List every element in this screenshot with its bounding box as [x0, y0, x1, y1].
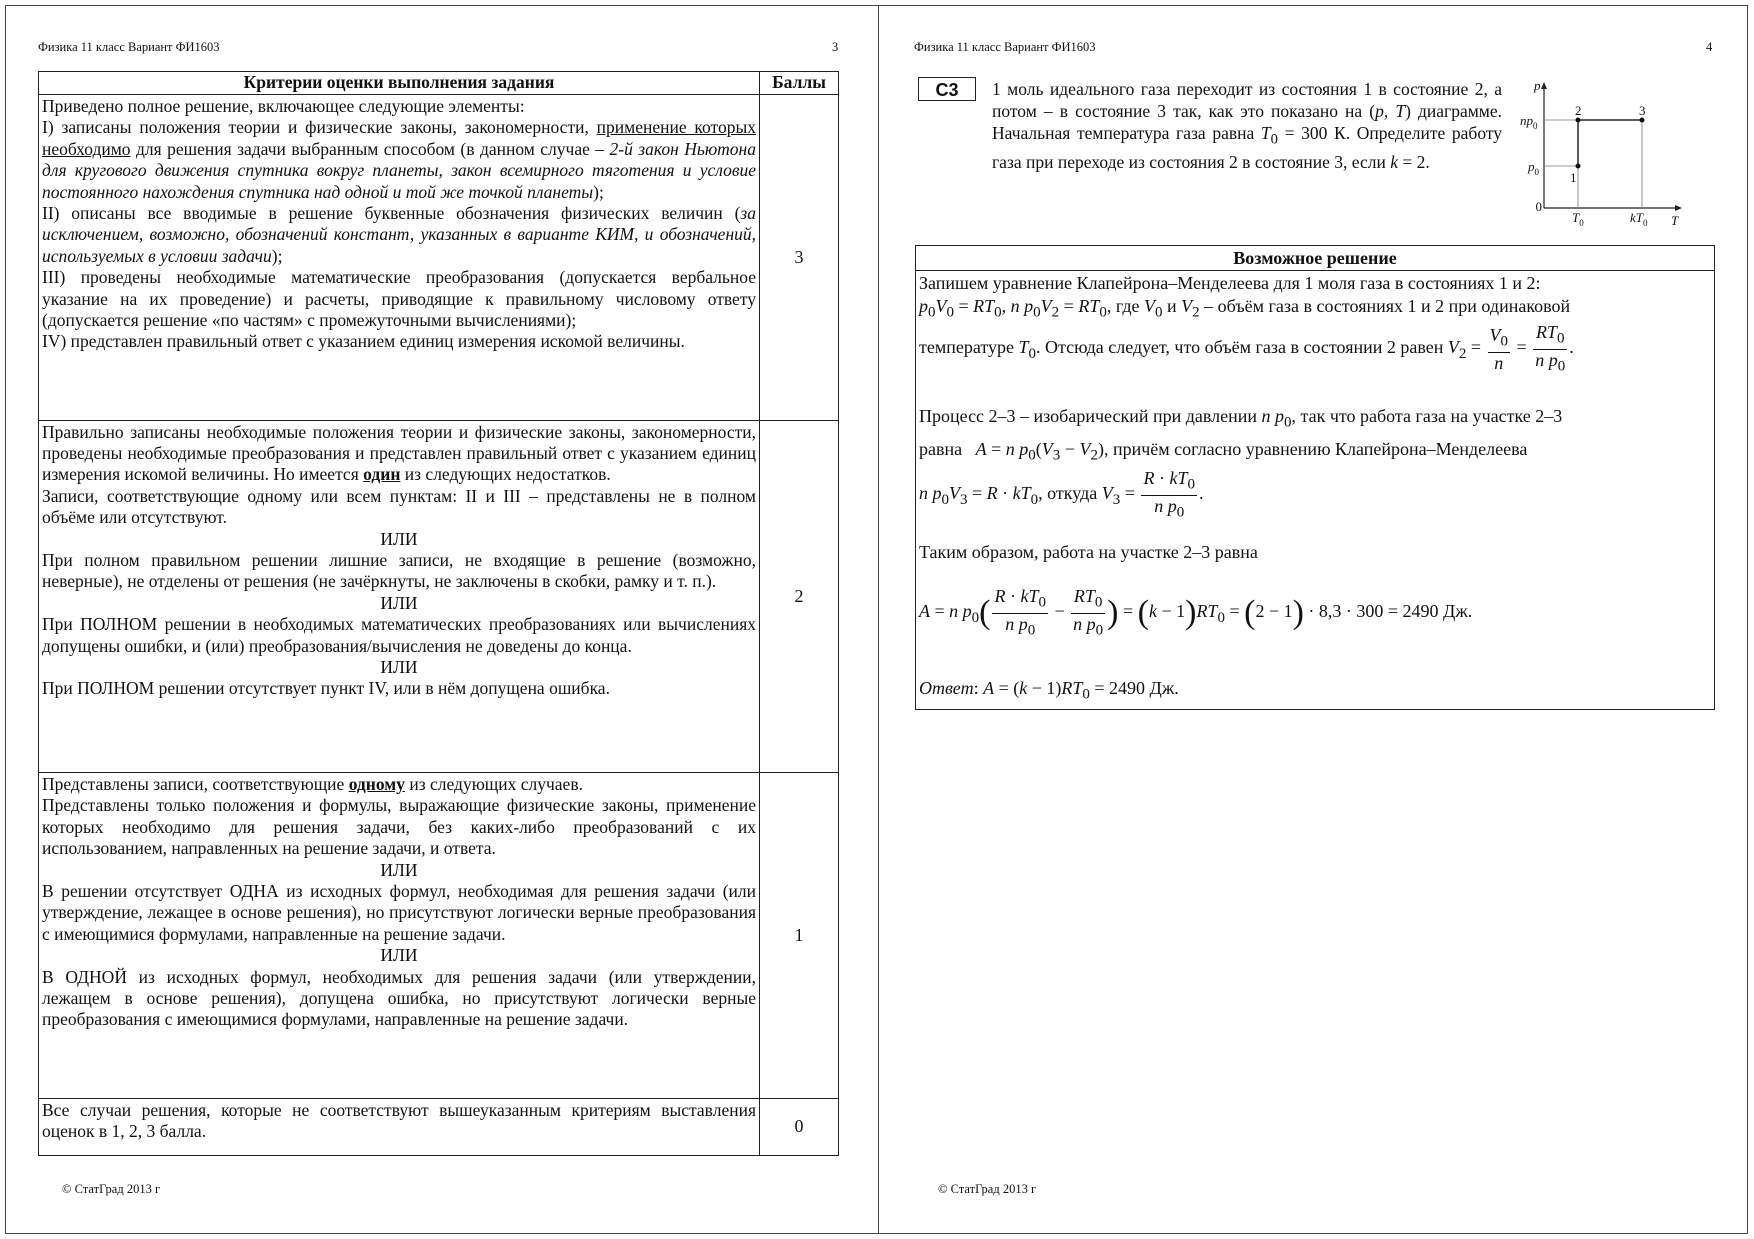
point-3-label: 3 [1639, 103, 1646, 118]
criteria-text: Приведено полное решение, включающее следующие элементы: [42, 96, 525, 116]
t-axis-arrow-icon [1675, 205, 1682, 211]
origin-label: 0 [1535, 199, 1542, 214]
score-cell: 1 [760, 773, 839, 1099]
table-row [39, 95, 839, 421]
solution-box [915, 245, 1715, 710]
task-id-box: C3 [918, 77, 976, 101]
criteria-text: В решении отсутствует ОДНА из исходных формул, необходимая для решения задачи (или утверждение, лежащее в основе решения), но присутствуют логически верные преобразования с имеющимися формулами, направленные на решение задачи. [42, 881, 756, 944]
or-separator: ИЛИ [380, 657, 418, 678]
criteria-text: Представлены только положения и формулы, выражающие физические законы, применение которых необходимо для решения задачи, без каких-либо преобразований с их использованием, направленных на решение задачи, и ответа. [42, 795, 756, 859]
points-column-header: Баллы [760, 72, 839, 95]
score-cell: 0 [760, 1098, 839, 1155]
left-page-number: 3 [832, 40, 839, 54]
criteria-text: При полном правильном решении лишние записи, не входящие в решение (возможно, неверные), не отделены от решения (не зачёркнуты, не заключены в скобки, рамку и т. п.). [42, 550, 756, 592]
solution-line-6: n $p_0V_3 = R \cdot kT_0$, откуда $V_3$ = $\frac{R \cdot kT_0}{n p_0}$ . [919, 468, 1204, 521]
criteria-text: Записи, соответствующие одному или всем пунктам: II и III – представлены не в полном объёме или отсутствуют. [42, 485, 756, 528]
table-header-row [39, 72, 839, 95]
left-page-footer: © СтатГрад 2013 г [62, 1182, 161, 1196]
right-page-footer: © СтатГрад 2013 г [938, 1182, 1037, 1196]
right-page-header: Физика 11 класс Вариант ФИ1603 [914, 40, 1096, 54]
criteria-text: При ПОЛНОМ решении в необходимых математических преобразованиях или вычислениях допущены ошибки, и (или) преобразования/вычисления не доведены до конца. [42, 614, 756, 656]
solution-line-1: Запишем уравнение Клапейрона–Менделеева для 1 моля газа в состояниях 1 и 2: [919, 273, 1541, 293]
criteria-text: В ОДНОЙ из исходных формул, необходимых для решения задачи (или утверждении, лежащем в основе решения), допущена ошибка, но присутствуют логически верные преобразования с имеющимися формулами, направленные на решение задачи. [42, 966, 756, 1030]
work-formula: A = n $p_0$( $\frac{R \cdot kT_0}{n p_0}$ − $\frac{RT_0}{n p_0}$ ) = $(k - 1)RT_0 = (2 - 1) \cdot 8,3 \cdot 300 = 2490$ Дж. [919, 586, 1473, 639]
score-cell: 3 [760, 95, 839, 421]
score-cell: 2 [760, 420, 839, 772]
criteria-text: IV) представлен правильный ответ с указанием единиц измерения искомой величины. [42, 331, 685, 352]
p-axis-arrow-icon [1541, 82, 1547, 89]
criteria-cell [39, 420, 760, 772]
answer-line: Ответ: $A = (k - 1)RT_0 = 2490$ Дж. [919, 678, 1179, 703]
p0-label: $p_0$ [1528, 159, 1539, 177]
point-1 [1576, 164, 1581, 169]
table-row [39, 420, 839, 772]
solution-line-7: Таким образом, работа на участке 2–3 равна [919, 542, 1258, 562]
criteria-text: При ПОЛНОМ решении отсутствует пункт IV, или в нём допущена ошибка. [42, 678, 610, 699]
point-2-label: 2 [1575, 103, 1582, 118]
criteria-text: III) проведены необходимые математические преобразования (допускается вербальное указание на их проведение) и расчеты, приводящие к правильному числовому ответу (допускается решение «по частям» с промежуточными вычислениями); [42, 267, 756, 331]
criteria-text: Все случаи решения, которые не соответствуют вышеуказанным критериям выставления оценок в 1, 2, 3 балла. [42, 1099, 756, 1141]
left-page-header: Физика 11 класс Вариант ФИ1603 [38, 40, 220, 54]
criteria-column-header: Критерии оценки выполнения задания [39, 72, 760, 95]
criteria-cell [39, 773, 760, 1099]
t-axis-label: T [1671, 213, 1679, 228]
or-separator: ИЛИ [380, 592, 418, 613]
t0-label: $T_0$ [1572, 210, 1584, 228]
criteria-text: Представлены записи, соответствующие одному из следующих случаев. [42, 774, 583, 794]
or-separator: ИЛИ [380, 859, 418, 880]
kt0-label: $kT_0$ [1630, 210, 1648, 228]
point-3 [1640, 118, 1645, 123]
point-2 [1576, 118, 1581, 123]
criteria-text: Правильно записаны необходимые положения теории и физические законы, закономерности, проведены необходимые преобразования и представлен правильный ответ с указанием единиц измерения искомой величины. Но имеется один из следующих недостатков. [42, 421, 756, 485]
table-row [39, 1098, 839, 1155]
point-1-label: 1 [1570, 170, 1577, 185]
np0-label: $np_0$ [1520, 113, 1538, 131]
p-axis-label: p [1534, 78, 1541, 93]
criteria-cell [39, 1098, 760, 1155]
solution-title: Возможное решение [916, 246, 1714, 271]
task-statement: 1 моль идеального газа переходит из состояния 1 в состояние 2, а потом – в состояние 3 так, как это показано на (p, T) диаграмме. Начальная температура газа равна $T_0 = 300$ К. Определите работу газа при переходе из состояния 2 в состояние 3, если k = 2. [992, 79, 1503, 172]
right-page-number: 4 [1706, 40, 1713, 54]
or-separator: ИЛИ [380, 528, 418, 549]
solution-line-5: равна A = n $p_0(V_3 - V_2)$, причём согласно уравнению Клапейрона–Менделеева [919, 439, 1528, 464]
solution-line-3: температуре $T_0$. Отсюда следует, что объём газа в состоянии 2 равен $V_2$ = $\frac{V_0}{n}$ = $\frac{RT_0}{n p_0}$ . [919, 322, 1574, 375]
criteria-table [38, 71, 839, 1156]
criteria-text: I) записаны положения теории и физические законы, закономерности, применение которых необходимо для решения задачи выбранным способом (в данном случае – 2-й закон Ньютона для кругового движения спутника вокруг планеты, закон всемирного тяготения и условие постоянного нахождения спутника над одной и той же точкой планеты); [42, 117, 756, 202]
solution-line-4: Процесс 2–3 – изобарический при давлении n $p_0$, так что работа газа на участке 2–3 [919, 406, 1563, 431]
table-row [39, 773, 839, 1099]
criteria-cell [39, 95, 760, 421]
solution-line-2: $p_0V_0 = RT_0$, n $p_0V_2 = RT_0$, где $V_0$ и $V_2$ – объём газа в состояниях 1 и 2 при одинаковой [919, 296, 1571, 321]
pt-diagram [1520, 78, 1688, 228]
criteria-text: II) описаны все вводимые в решение буквенные обозначения физических величин (за исключением, возможно, обозначений констант, указанных в варианте КИМ, и обозначений, используемых в условии задачи); [42, 203, 756, 266]
or-separator: ИЛИ [380, 945, 418, 966]
